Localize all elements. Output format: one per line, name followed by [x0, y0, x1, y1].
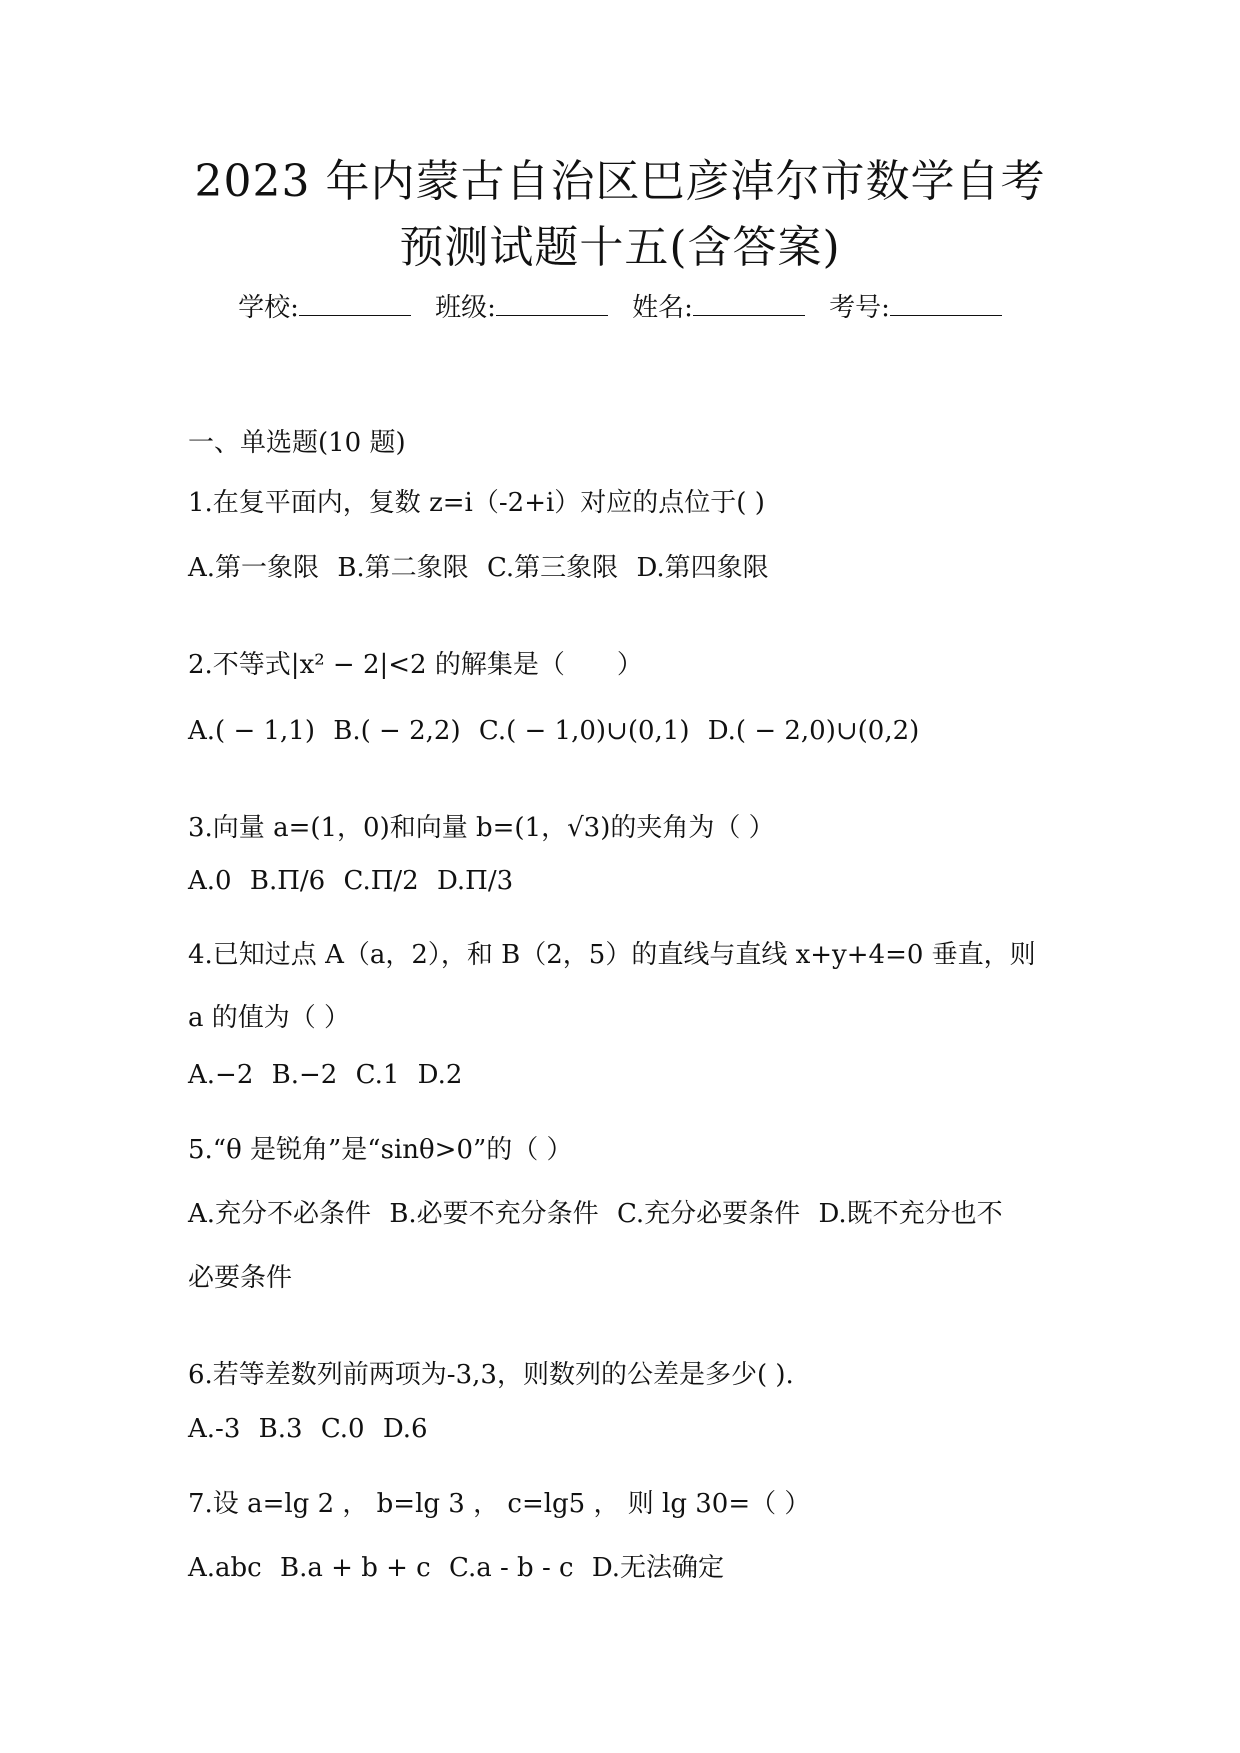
- class-field: [435, 290, 608, 326]
- option-c: C.( − 1,0)∪(0,1): [478, 716, 690, 746]
- option-d: D.Π/3: [436, 866, 514, 896]
- section-heading: 一、单选题(10 题): [188, 428, 406, 458]
- option-c: C.a - b - c: [449, 1553, 574, 1583]
- exam-number-field: [829, 290, 1002, 326]
- option-b: B.−2: [271, 1060, 338, 1090]
- student-info-row: [0, 290, 1240, 326]
- question-4-options: [188, 1057, 462, 1093]
- school-field: [238, 290, 411, 326]
- option-b: B.( − 2,2): [333, 716, 461, 746]
- option-b: B.第二象限: [337, 553, 469, 583]
- school-blank: [299, 293, 411, 316]
- question-1-options: [188, 550, 769, 586]
- question-3-options: [188, 863, 513, 899]
- option-d: D.第四象限: [636, 553, 769, 583]
- question-5-stem: 5.“θ 是锐角”是“sinθ>0”的（ ）: [188, 1135, 573, 1165]
- option-b: B.a + b + c: [280, 1553, 431, 1583]
- question-5-options-cont: 必要条件: [188, 1263, 293, 1293]
- option-a: A.第一象限: [188, 553, 320, 583]
- question-2-options: [188, 713, 919, 749]
- exam-title-line2: 预测试题十五(含答案): [399, 222, 841, 273]
- option-c: C.充分必要条件: [616, 1199, 801, 1229]
- option-a: A.充分不必条件: [188, 1199, 372, 1229]
- question-2-stem: 2.不等式|x² − 2|<2 的解集是（ ）: [188, 650, 643, 680]
- option-a: A.-3: [188, 1414, 241, 1444]
- option-c: C.Π/2: [343, 866, 419, 896]
- name-label: 姓名:: [632, 293, 693, 323]
- option-c: C.0: [320, 1414, 365, 1444]
- option-d: D.无法确定: [591, 1553, 725, 1583]
- exam-number-label: 考号:: [829, 293, 890, 323]
- option-d: D.2: [417, 1060, 463, 1090]
- option-d: D.既不充分也不: [818, 1199, 1003, 1229]
- question-3-stem: 3.向量 a=(1，0)和向量 b=(1，√3)的夹角为（ ）: [188, 813, 775, 843]
- option-a: A.( − 1,1): [188, 716, 315, 746]
- question-4-stem: 4.已知过点 A（a，2），和 B（2，5）的直线与直线 x+y+4=0 垂直，则: [188, 940, 1036, 970]
- question-6-options: [188, 1411, 428, 1447]
- name-field: [632, 290, 805, 326]
- option-a: A.−2: [188, 1060, 254, 1090]
- question-6-stem: 6.若等差数列前两项为-3,3，则数列的公差是多少( ).: [188, 1360, 794, 1390]
- name-blank: [693, 293, 805, 316]
- class-blank: [496, 293, 608, 316]
- question-1-stem: 1.在复平面内，复数 z=i（-2+i）对应的点位于( ): [188, 488, 765, 518]
- exam-number-blank: [890, 293, 1002, 316]
- school-label: 学校:: [238, 293, 299, 323]
- option-b: B.Π/6: [249, 866, 326, 896]
- question-4-stem-cont: a 的值为（ ）: [188, 1003, 351, 1033]
- exam-title-line1: 2023 年内蒙古自治区巴彦淖尔市数学自考: [194, 156, 1046, 207]
- class-label: 班级:: [435, 293, 496, 323]
- question-5-options: [188, 1196, 1003, 1232]
- option-c: C.第三象限: [486, 553, 619, 583]
- option-a: A.abc: [188, 1553, 262, 1583]
- option-d: D.6: [382, 1414, 428, 1444]
- option-c: C.1: [355, 1060, 400, 1090]
- option-b: B.3: [258, 1414, 303, 1444]
- option-b: B.必要不充分条件: [389, 1199, 599, 1229]
- question-7-stem: 7.设 a=lg 2 ， b=lg 3 ， c=lg5 ， 则 lg 30=（ ）: [188, 1489, 811, 1519]
- option-a: A.0: [188, 866, 232, 896]
- question-7-options: [188, 1550, 724, 1586]
- option-d: D.( − 2,0)∪(0,2): [707, 716, 920, 746]
